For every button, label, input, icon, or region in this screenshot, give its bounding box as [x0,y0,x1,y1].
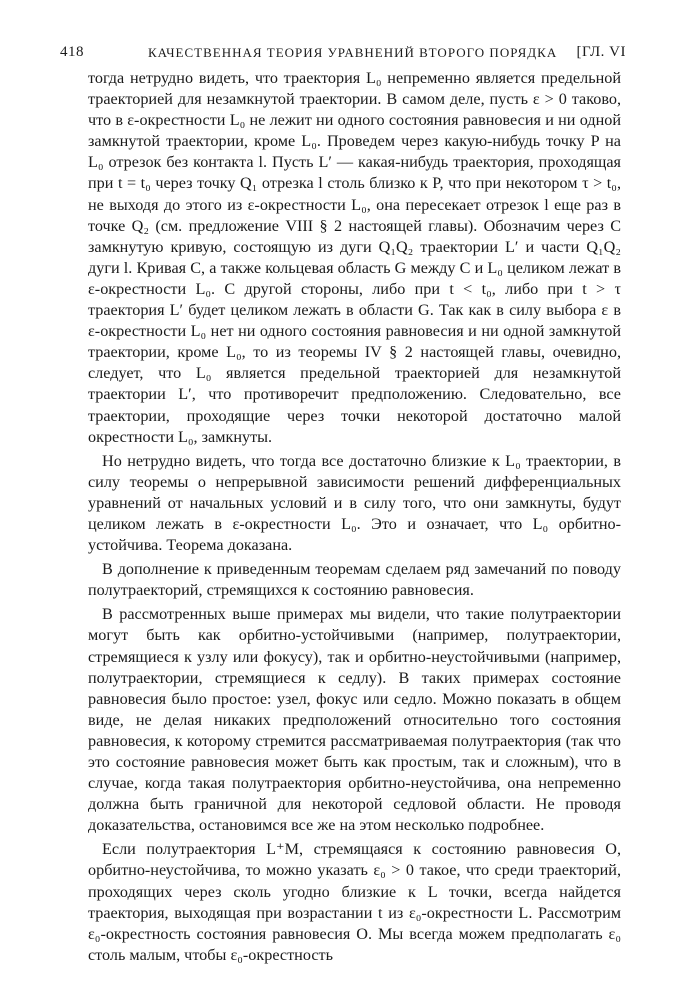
running-title: КАЧЕСТВЕННАЯ ТЕОРИЯ УРАВНЕНИЙ ВТОРОГО ПОРЯДКА [148,45,558,60]
paragraph: Если полутраектория L⁺M, стремящаяся к состоянию равновесия O, орбитно-неустойчива, то можно указать ε₀ > 0 такое, что среди траекторий, проходящих через сколь угодно близкие к L точки, всегда найдется траектория, выходящая при возрастании t из ε₀-окрестности L. Рассмотрим ε₀-окрестность состояния равновесия O. Мы всегда можем предполагать ε₀ столь малым, чтобы ε₀-окрестность [88,840,621,964]
page-number: 418 [60,44,84,60]
paragraph-continued: тогда нетрудно видеть, что траектория L₀ непременно является предельной траекторией для незамкнутой траектории. В самом деле, пусть ε > 0 таково, что в ε-окрестности L₀ не лежит ни одного состояния равновесия и ни одной замкнутой траектории, кроме L₀. Проведем через какую-нибудь точку P на L₀ отрезок без контакта l. Пусть L′ — какая-нибудь траектория, проходящая при t = t₀ через точку Q₁ отрезка l столь близко к P, что при некотором τ > t₀, не выходя до этого из ε-окрестности L₀, она пересекает отрезок l еще раз в точке Q₂ (см. предложение VIII § 2 настоящей главы). Обозначим через C замкнутую кривую, состоящую из дуги Q₁Q₂ траектории L′ и части Q₁Q₂ дуги l. Кривая C, а также кольцевая область G между C и L₀ целиком лежат в ε-окрестности L₀. С другой стороны, либо при t < t₀, либо при t > τ траектория L′ будет целиком лежать в области G. Так как в силу выбора ε в ε-окрестности L₀ нет ни одного состояния равновесия и ни одной замкнутой траектории, кроме L₀, то из теоремы IV § 2 настоящей главы, очевидно, следует, что L₀ является предельной траекторией для незамкнутой траектории L′, что противоречит предположению. Следовательно, все траектории, проходящие через точки некоторой достаточно малой окрестности L₀, замкнуты. [88,69,621,446]
running-header [60,44,626,68]
paragraph: В рассмотренных выше примерах мы видели, что такие полутраектории могут быть как орбитно-устойчивыми (например, полутраектории, стремящиеся к узлу или фокусу), так и орбитно-неустойчивыми (например, полутраектории, стремящиеся к седлу). В таких примерах состояние равновесия было простое: узел, фокус или седло. Можно показать в общем виде, не делая никаких предположений относительно того состояния равновесия, к которому стремится рассматриваемая полутраектория (так что это состояние равновесия может быть как простым, так и сложным), что в случае, когда такая полутраектория орбитно-неустойчива, она непременно должна быть граничной для некоторой седловой области. Не проводя доказательства, остановимся все же на этом несколько подробнее. [88,605,621,835]
page-body [88,68,621,966]
chapter-label: [ГЛ. VI [576,44,626,60]
paragraph: В дополнение к приведенным теоремам сделаем ряд замечаний по поводу полутраекторий, стремящихся к состоянию равновесия. [88,560,621,600]
paragraph: Но нетрудно видеть, что тогда все достаточно близкие к L₀ траектории, в силу теоремы о непрерывной зависимости решений дифференциальных уравнений от начальных условий и в силу того, что они замкнуты, будут целиком лежать в ε-окрестности L₀. Это и означает, что L₀ орбитно-устойчива. Теорема доказана. [88,451,621,555]
